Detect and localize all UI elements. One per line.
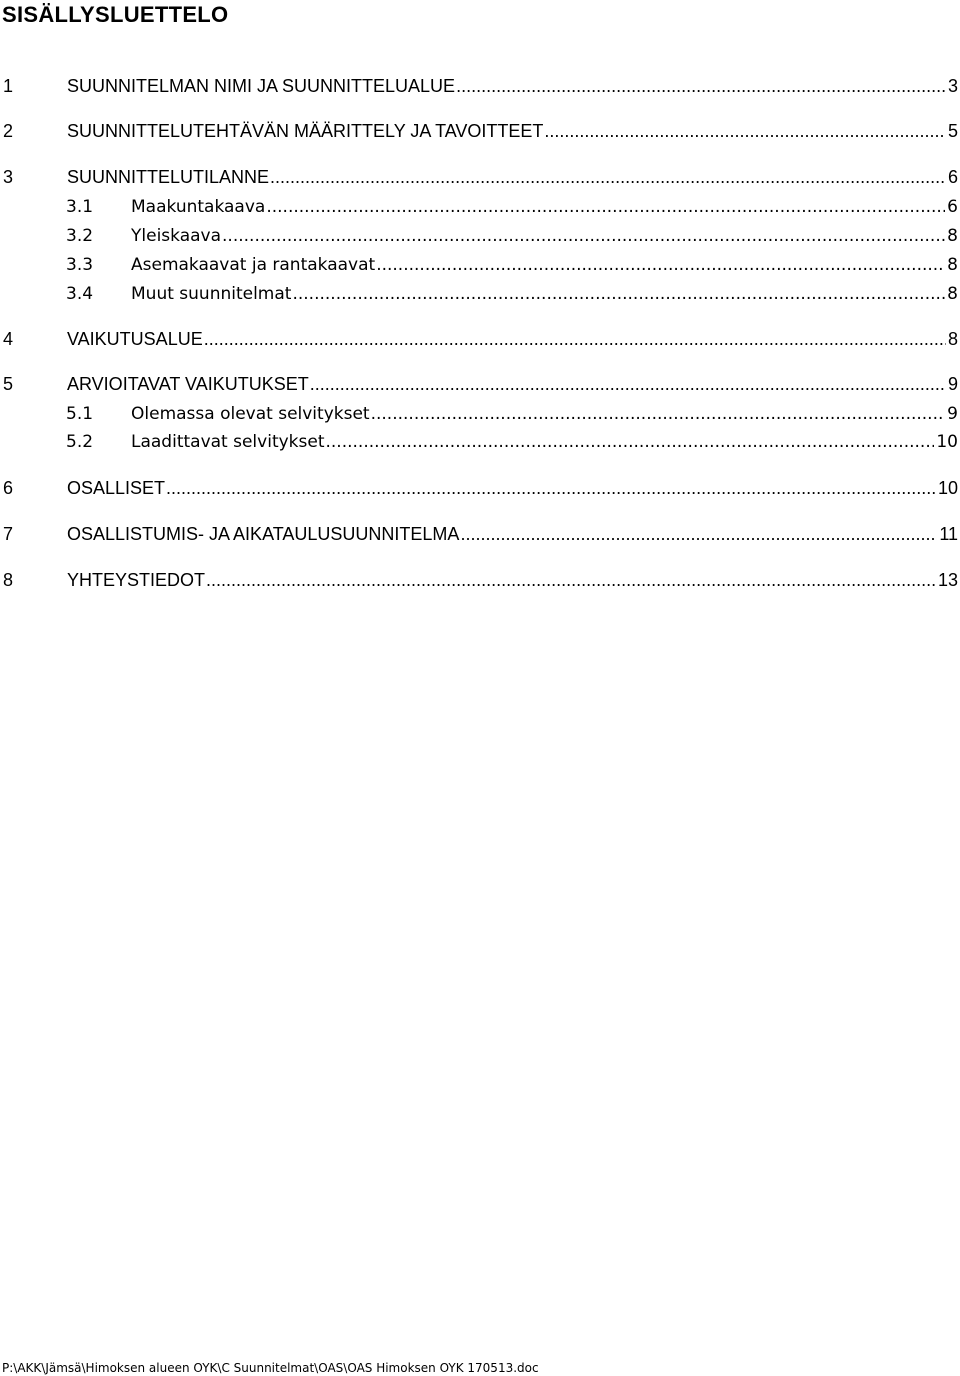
toc-dot-leader bbox=[206, 567, 936, 593]
toc-label: Asemakaavat ja rantakaavat bbox=[131, 255, 376, 275]
toc-number: 3 bbox=[3, 167, 14, 187]
toc-entry-5-2[interactable] bbox=[0, 429, 960, 455]
toc-page-number: 10 bbox=[936, 432, 958, 452]
toc-page-number: 8 bbox=[947, 329, 958, 349]
toc-label: YHTEYSTIEDOT bbox=[67, 570, 206, 590]
toc-number: 1 bbox=[3, 76, 14, 96]
toc-number: 3.1 bbox=[66, 197, 94, 217]
toc-entry-3[interactable] bbox=[0, 164, 960, 190]
toc-dot-leader bbox=[270, 164, 946, 190]
toc-number: 4 bbox=[3, 329, 14, 349]
toc-page-number: 6 bbox=[947, 197, 958, 217]
toc-number: 2 bbox=[3, 121, 14, 141]
toc-page-number: 6 bbox=[947, 167, 958, 187]
toc-entry-2[interactable] bbox=[0, 118, 960, 144]
toc-label: Olemassa olevat selvitykset bbox=[131, 404, 370, 424]
toc-label: SUUNNITTELUTEHTÄVÄN MÄÄRITTELY JA TAVOITTEET bbox=[67, 121, 544, 141]
toc-dot-leader bbox=[266, 194, 945, 220]
toc-label: VAIKUTUSALUE bbox=[67, 329, 203, 349]
toc-label: Muut suunnitelmat bbox=[131, 284, 292, 304]
toc-entry-3-1[interactable] bbox=[0, 194, 960, 220]
toc-page-number: 8 bbox=[947, 284, 958, 304]
toc-dot-leader bbox=[371, 401, 946, 427]
toc-label: OSALLISET bbox=[67, 478, 166, 498]
toc-page-number: 9 bbox=[947, 404, 958, 424]
toc-label: Laadittavat selvitykset bbox=[131, 432, 325, 452]
toc-entry-5-1[interactable] bbox=[0, 401, 960, 427]
toc-page-number: 8 bbox=[947, 226, 958, 246]
toc-dot-leader bbox=[326, 429, 935, 455]
toc-entry-3-2[interactable] bbox=[0, 223, 960, 249]
toc-label: OSALLISTUMIS- JA AIKATAULUSUUNNITELMA bbox=[67, 524, 460, 544]
toc-number: 6 bbox=[3, 478, 14, 498]
toc-dot-leader bbox=[166, 475, 936, 501]
toc-page-number: 8 bbox=[947, 255, 958, 275]
toc-entry-4[interactable] bbox=[0, 326, 960, 352]
toc-dot-leader bbox=[460, 521, 937, 547]
toc-dot-leader bbox=[204, 326, 946, 352]
toc-page-number: 5 bbox=[947, 121, 958, 141]
toc-dot-leader bbox=[544, 118, 946, 144]
toc-dot-leader bbox=[456, 73, 946, 99]
toc-number: 5.2 bbox=[66, 432, 94, 452]
toc-number: 3.2 bbox=[66, 226, 94, 246]
toc-entry-8[interactable] bbox=[0, 567, 960, 593]
footer-file-path: P:\AKK\Jämsä\Himoksen alueen OYK\C Suunnitelmat\OAS\OAS Himoksen OYK 170513.doc bbox=[2, 1361, 539, 1375]
toc-entry-7[interactable] bbox=[0, 521, 960, 547]
toc-label: Maakuntakaava bbox=[131, 197, 266, 217]
page-title: SISÄLLYSLUETTELO bbox=[2, 2, 229, 27]
toc-page-number: 3 bbox=[947, 76, 958, 96]
toc-entry-5[interactable] bbox=[0, 371, 960, 397]
toc-label: Yleiskaava bbox=[131, 226, 222, 246]
toc-number: 5.1 bbox=[66, 404, 94, 424]
toc-number: 3.3 bbox=[66, 255, 94, 275]
toc-dot-leader bbox=[310, 371, 946, 397]
toc-entry-3-3[interactable] bbox=[0, 252, 960, 278]
toc-number: 8 bbox=[3, 570, 14, 590]
toc-page-number: 13 bbox=[937, 570, 958, 590]
toc-label: ARVIOITAVAT VAIKUTUKSET bbox=[67, 374, 309, 394]
toc-label: SUUNNITTELUTILANNE bbox=[67, 167, 270, 187]
toc-number: 7 bbox=[3, 524, 14, 544]
toc-page-number: 11 bbox=[939, 524, 958, 544]
toc-page-number: 9 bbox=[947, 374, 958, 394]
toc-page-number: 10 bbox=[937, 478, 958, 498]
toc-number: 5 bbox=[3, 374, 14, 394]
toc-dot-leader bbox=[376, 252, 945, 278]
toc-number: 3.4 bbox=[66, 284, 94, 304]
toc-entry-6[interactable] bbox=[0, 475, 960, 501]
toc-label: SUUNNITELMAN NIMI JA SUUNNITTELUALUE bbox=[67, 76, 456, 96]
toc-dot-leader bbox=[222, 223, 945, 249]
toc-entry-3-4[interactable] bbox=[0, 281, 960, 307]
toc-dot-leader bbox=[292, 281, 945, 307]
toc-entry-1[interactable] bbox=[0, 73, 960, 99]
